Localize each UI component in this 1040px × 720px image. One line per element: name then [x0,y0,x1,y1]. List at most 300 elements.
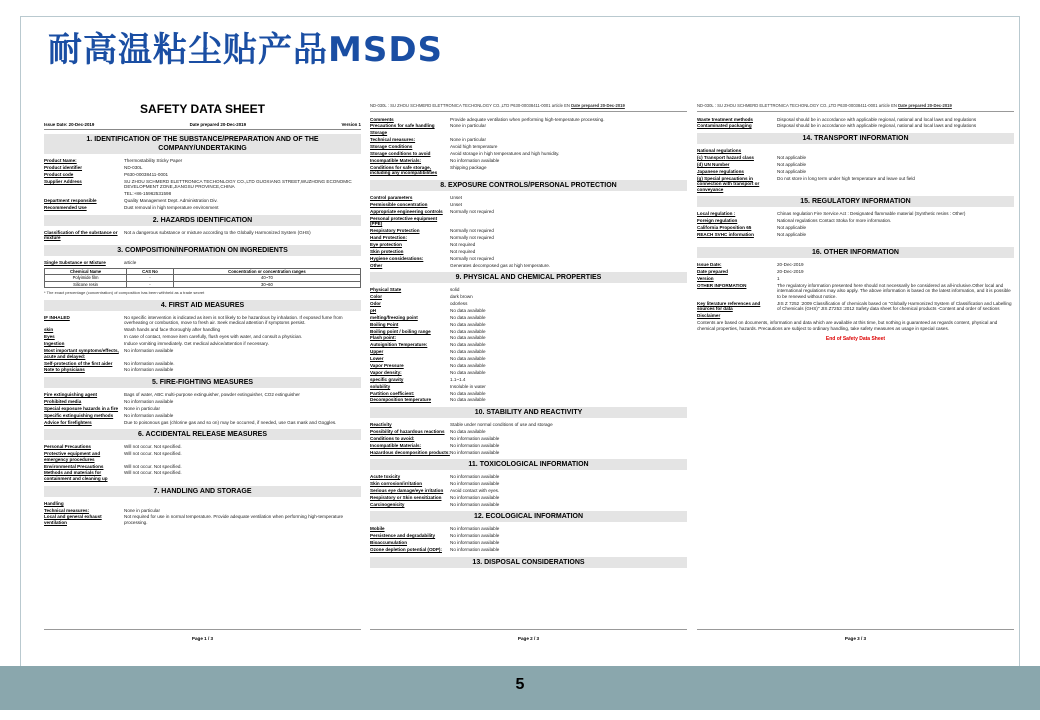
field-value: National regulations Contact Stoka for more information. [777,218,892,224]
field-label: REACH SVHC information [697,232,754,238]
field-value: Avoid storage in high temperatures and high humidity. [450,151,560,157]
field-label: Most important symptoms/effects, acute and delayed: [44,348,119,359]
field-row [44,334,361,340]
field-label: Carcinogenicity [370,501,405,507]
field-row [370,256,687,262]
composition-header-row [45,268,361,275]
section-14-rows [697,148,1014,192]
field-value: No information available [124,412,174,418]
field-value: 1.1~1.4 [450,376,466,382]
field-value: No data available [450,321,486,327]
issue-date: Issue Date: 20-Dec-2019 [44,121,95,127]
field-value: No specific intervention is indicated as item is not likely to be hazardous by inhalation. If exposed fume from overheating or combustion, move to fresh air. Seek medical attention if symptoms persist. [124,314,343,326]
field-row [370,384,687,390]
field-value: None in particular [124,405,161,411]
field-label: Recommended Use [44,205,87,211]
field-row [44,451,361,462]
field-label: Environmental Precautions [44,463,104,469]
field-value: Thermostability Sticky Paper [124,158,183,164]
field-row [370,315,687,321]
field-label: Vapor density: [370,369,402,375]
field-row [370,474,687,480]
field-row [44,158,361,164]
field-label: Self-protection of the first aider [44,360,113,366]
field-value: dark brown [450,294,473,300]
field-value: No data available [450,390,486,396]
field-label: skin [44,327,54,333]
field-label: pH [370,307,377,313]
field-value: 20-Dec-2019 [777,261,804,267]
field-value: SU ZHOU SCHMERD ELETTRONICA TECHONLOGY CO.,LTD GUOXIANG STREET,WUZHONG ECONOMIC DEVELOPMENT ZONE,JIANGSU PROVINCE,CHINA [124,178,352,190]
field-value: Not required for use in normal temperature. Provide adequate ventilation when performing high-temperature processing. [124,514,344,525]
field-row [370,397,687,403]
field-value: P630-00038411-0001 [124,171,169,177]
field-row [44,514,361,525]
field-label: Local and general exhaust ventilation [44,514,102,525]
field-label: Ingestion [44,341,65,347]
field-value: No information available [450,533,500,539]
field-label: Handling [44,500,64,506]
field-value: odorless [450,301,468,306]
field-value: None in particular [124,507,161,513]
field-label: Issue Date: [697,261,722,267]
field-label: Product identifier [44,165,83,171]
field-value: No information available [450,449,500,455]
frame-right-line [1019,16,1020,666]
section-2-rows [44,230,361,241]
field-row [44,179,361,190]
field-row [370,540,687,546]
field-value: No information available [124,398,174,404]
field-value: Not a dangerous substance or mixture according to the Globally Harmonized System (GHS) [124,229,311,235]
field-value: Will not occur. Not specified. [124,470,182,476]
field-label: Incompatible Materials: [370,442,422,448]
field-value: No data available [450,363,486,369]
table-cell: Polyimide film [45,275,127,282]
field-row [44,348,361,359]
field-label: Department responsible [44,198,97,204]
field-label: Personal Precautions [44,444,91,450]
page-header [370,103,687,112]
field-row [44,444,361,450]
field-row [370,235,687,241]
field-label: Local regulation : [697,211,736,217]
section-8-rows [370,195,687,268]
field-label: Storage conditions to avoid [370,151,431,157]
header-date: Date prepared 20-Dec-2019 [571,103,625,108]
field-value [777,148,1014,154]
field-row [697,283,1014,300]
field-row [370,533,687,539]
field-value: Not required [450,241,476,247]
field-label: Respiratory Protection [370,228,420,234]
sds-page-2 [370,103,687,648]
field-row [370,443,687,449]
field-value: No information available [450,157,500,163]
field-row [44,205,361,211]
substance-label: Single Substance or Mixture [44,259,106,265]
header-text: ND-030L : SU ZHOU SCHMERD ELETTRONICA TECHONLOGY CO.,LTD P630-00038411-0001 article EN [697,103,897,108]
field-value: Not applicable [777,232,807,238]
field-value: Unset [450,201,463,207]
section-1-rows [44,158,361,211]
field-value: Normally not required [450,255,494,261]
field-value [450,216,687,227]
section-6-rows [44,444,361,481]
field-label: Storage [370,130,388,136]
field-value: Normally not required [450,235,494,241]
page-footer: Page 1 / 3 [44,629,361,642]
header-text: ND-030L : SU ZHOU SCHMERD ELETTRONICA TECHONLOGY CO.,LTD P630-00038411-0001 article EN [370,103,570,108]
field-value: No data available [450,369,486,375]
field-value: solid [450,287,460,293]
field-label: Protective equipment and emergency procedures [44,451,101,462]
field-row [44,191,361,197]
field-value: Unset [450,195,463,201]
section-5-rows [44,392,361,425]
version: Version 1 [341,121,361,127]
table-cell: - [127,275,174,282]
sds-page-3 [697,103,1014,648]
section-4-heading: 4. FIRST AID MEASURES [44,300,361,311]
section-11-rows [370,474,687,507]
field-row [370,308,687,314]
field-value: Generates decomposed gas at high temperature. [450,262,551,268]
date-prepared: Date prepared 20-Dec-2019 [189,121,247,127]
field-label: solubility [370,383,391,389]
spacer [697,239,1014,243]
field-row [44,508,361,514]
field-label: Physical State [370,287,402,293]
field-value: No information available [124,367,174,373]
sds-page-1 [44,103,361,648]
table-row [45,281,361,288]
field-value: Will not occur. Not specified. [124,451,182,457]
field-label: Appropriate engineering controls [370,208,443,214]
field-label: specific gravity [370,376,404,382]
field-label: Boiling point / boiling range [370,328,431,334]
slide-page-number: 5 [515,676,525,693]
field-value: Not applicable [777,161,807,167]
field-value: No data available [450,314,486,320]
field-row [370,356,687,362]
field-value: Disposal should be in accordance with applicable regional, national and local laws and regulations [777,116,977,122]
field-value: Induce vomiting immediately. Get medical advice/attention if necessary. [124,341,269,347]
field-value: Normally not required [450,208,494,214]
field-label: Bioaccumulation [370,540,408,546]
field-value: No information available [450,474,500,480]
composition-header-cell: Concentration or concentration ranges [173,268,360,275]
field-label: Special exposure hazards in a fire [44,405,119,411]
field-label: Autoignition Temperature: [370,342,428,348]
field-label: Fire extinguishing agent [44,392,98,397]
disclaimer-text: Contents are based on documents, information and data which are available at this time, but nothing is guaranteed as regards content, physical and chemical properties, hazards. Precautions are subject to ordinary handling, take safety measures as usage in special cases. [697,320,998,331]
field-value [124,501,361,507]
field-label: Mobile [370,526,385,532]
field-value: No information available [450,481,500,487]
field-row [370,202,687,208]
field-label: Foreign regulation [697,218,738,224]
field-label: Odor [370,301,381,306]
field-label: Flash point: [370,335,397,341]
section-11-heading: 11. TOXICOLOGICAL INFORMATION [370,459,687,470]
field-value: No data available [450,307,486,313]
field-row [370,137,687,143]
field-value: Normally not required [450,228,494,234]
field-value: 1 [777,275,780,281]
field-row [370,301,687,307]
field-label: National regulations [697,148,742,154]
sds-title: SAFETY DATA SHEET [140,103,265,116]
field-row [370,429,687,435]
substance-row [44,260,361,266]
field-value: No information available [450,494,500,500]
field-value: 20-Dec-2019 [777,268,804,274]
field-label: Version [697,275,714,281]
field-row [697,211,1014,217]
field-row [697,123,1014,129]
section-12-rows [370,526,687,552]
disclaimer-row [697,313,1014,319]
field-row [370,342,687,348]
field-row [370,322,687,328]
field-row [44,198,361,204]
field-value: No data available [450,428,486,434]
field-label: Control parameters [370,195,413,201]
field-label: Skin corrosion/irritation [370,481,423,487]
field-value: Avoid high temperature [450,144,498,150]
section-2-heading: 2. HAZARDS IDENTIFICATION [44,215,361,226]
field-label: Product code [44,171,74,177]
field-label: Specific extinguishing methods [44,412,114,418]
field-value: Insoluble in water [450,383,486,389]
section-7-heading: 7. HANDLING AND STORAGE [44,486,361,497]
field-row [370,158,687,164]
page-footer: Page 3 / 3 [697,629,1014,642]
field-value: No information available [450,442,500,448]
field-label: melting/freezing point [370,314,418,320]
field-label: Key literature references and sources for data [697,300,761,312]
field-row [44,501,361,507]
field-label: Japanese regulations [697,168,744,174]
field-value: No data available [450,335,486,341]
field-row [697,262,1014,268]
field-value: Bags of water, ABC multi-purpose extinguisher, powder extinguisher, CO2 extinguisher [124,392,300,397]
field-value: Not applicable [777,154,807,160]
field-value: No information available [450,435,500,441]
table-cell: Silicone resin [45,281,127,288]
field-row [370,249,687,255]
field-row [370,436,687,442]
field-label: Supplier Address [44,178,82,184]
field-row [697,148,1014,154]
field-label: (d) UN Number [697,161,730,167]
field-row [44,399,361,405]
field-row [44,327,361,333]
field-label: Skin protection [370,248,404,254]
field-value: Stable under normal conditions of use and storage [450,422,553,428]
field-label: Waste treatment methods [697,116,753,122]
field-label: Prohibited media [44,398,82,404]
field-label: IF INHALED [44,314,70,320]
field-value: No data available [450,349,486,355]
field-label: Persistence and degradability [370,533,436,539]
field-row [370,123,687,129]
table-cell: 30~60 [173,281,360,288]
field-value: Dust removal in high temperature environment [124,205,219,211]
field-row [697,232,1014,238]
section-8-heading: 8. EXPOSURE CONTROLS/PERSONAL PROTECTION [370,180,687,191]
field-value [450,130,687,136]
frame-top-line [20,16,1020,17]
field-row [370,165,687,176]
field-label: Other [370,262,383,268]
field-value: No data available [450,342,486,348]
field-value: No information available [450,526,500,532]
field-label: Acute toxicity [370,474,401,480]
field-value: Wash hands and face thoroughly after handling [124,327,221,333]
table-row [45,275,361,282]
section-15-heading: 15. REGULATORY INFORMATION [697,196,1014,207]
field-row [370,294,687,300]
field-row [370,526,687,532]
field-row [44,361,361,367]
section-9-heading: 9. PHYSICAL AND CHEMICAL PROPERTIES [370,272,687,283]
field-value: No information available [450,540,500,546]
field-row [44,165,361,171]
field-label: Vapor Pressure [370,363,404,369]
frame-left-line [20,16,21,666]
slide-title: 耐高温粘尘贴产品MSDS [48,30,444,70]
field-value: No information available [450,547,500,553]
field-row [370,422,687,428]
field-row [44,406,361,412]
field-row [697,117,1014,123]
field-row [697,169,1014,175]
section-13-heading: 13. DISPOSAL CONSIDERATIONS [370,557,687,568]
disposal-rows [697,117,1014,129]
field-row [370,370,687,376]
field-value: None in particular [450,123,487,129]
field-row [370,450,687,456]
field-row [697,269,1014,275]
field-value: No data available [450,397,486,403]
field-label: Permissible concentration [370,201,428,207]
field-label: Technical measures: [370,137,416,143]
field-label: Eyes [44,334,55,340]
field-row [370,391,687,397]
field-row [370,488,687,494]
field-row [44,470,361,481]
field-row [44,315,361,326]
field-row [370,329,687,335]
field-label: Date prepared [697,268,728,274]
field-row [697,218,1014,224]
field-label: Conditions for safe storage, including any incompatibilities [370,164,438,176]
field-row [370,349,687,355]
section-1-heading: 1. IDENTIFICATION OF THE SUBSTANCE/PREPARATION AND OF THE COMPANY/UNDERTAKING [44,134,361,154]
field-label: Conditions to avoid: [370,435,415,441]
field-row [370,502,687,508]
field-row [44,230,361,241]
field-label: Partition coefficient: [370,390,415,396]
field-row [370,242,687,248]
field-row [697,176,1014,193]
composition-note: * The exact percentage (concentration) of composition has been withheld as a trade secret [44,290,205,296]
field-value: Avoid contact with eyes. [450,488,500,493]
field-row [370,495,687,501]
field-value: TEL:+86-15962531598 [124,191,172,197]
field-value: Do not store in long term under high temperature and leave out field [777,175,915,181]
field-label: Decomposition temperature [370,397,432,403]
section-4-rows [44,315,361,373]
storage-rows [370,117,687,176]
table-cell: 40~70 [173,275,360,282]
header-date: Date prepared 20-Dec-2019 [898,103,952,108]
field-value: Disposal should be in accordance with applicable regional, national and local laws and regulations [777,123,977,129]
page-header [697,103,1014,112]
field-row [370,130,687,136]
field-row [370,144,687,150]
composition-header-cell: CAS No [127,268,174,275]
field-value: Not required [450,248,476,254]
field-value: The regulatory information presented here should not necessarily be considered as all-inclusive.Other local and international regulations may also apply. The above information is based on the latest information, and it is possible to be renewed without notice. [777,282,1011,299]
field-value: No information available. [124,360,175,366]
field-value: Provide adequate ventilation when performing high-temperature processing. [450,116,605,122]
field-row [370,195,687,201]
field-label: Reactivity [370,422,392,428]
field-row [697,155,1014,161]
field-row [370,335,687,341]
field-row [370,228,687,234]
field-label: Technical measures: [44,507,90,513]
field-row [697,276,1014,282]
section-10-rows [370,422,687,455]
field-label: Eye protection [370,241,402,247]
field-row [370,377,687,383]
field-label: Serious eye damage/eye irritation [370,488,444,493]
field-label: Ozone depletion potential (ODP): [370,547,442,553]
field-label: (c) Transport hazard class [697,154,754,160]
field-row [370,117,687,123]
field-label: California Proposition 65 [697,225,752,231]
field-value: In case of contact, remove item carefully, flush eyes with water, and consult a physician. [124,334,303,340]
field-label: Comments [370,116,394,122]
section-5-heading: 5. FIRE-FIGHTING MEASURES [44,377,361,388]
field-row [697,162,1014,168]
section-10-heading: 10. STABILITY AND REACTIVITY [370,407,687,418]
field-value: Not applicable [777,168,807,174]
field-row [697,301,1014,312]
composition-header-cell: Chemical Name [45,268,127,275]
field-label: Precautions for safe handling [370,123,435,129]
field-row [44,413,361,419]
section-14-heading: 14. TRANSPORT INFORMATION [697,133,1014,144]
field-label: Hygiene considerations: [370,255,424,261]
section-9-rows [370,287,687,403]
field-label: Incompatible Materials: [370,157,422,163]
field-label [44,191,124,197]
field-label: Product Name: [44,158,77,164]
section-16-rows [697,262,1014,312]
disclaimer-label: Disclaimer [697,313,721,319]
field-label: Lower [370,356,384,362]
field-row [370,481,687,487]
field-row [370,151,687,157]
field-label: (g) Special precautions in connection with transport or conveyance [697,175,760,192]
field-row [370,209,687,215]
field-label: Advice for firefighters [44,419,92,425]
